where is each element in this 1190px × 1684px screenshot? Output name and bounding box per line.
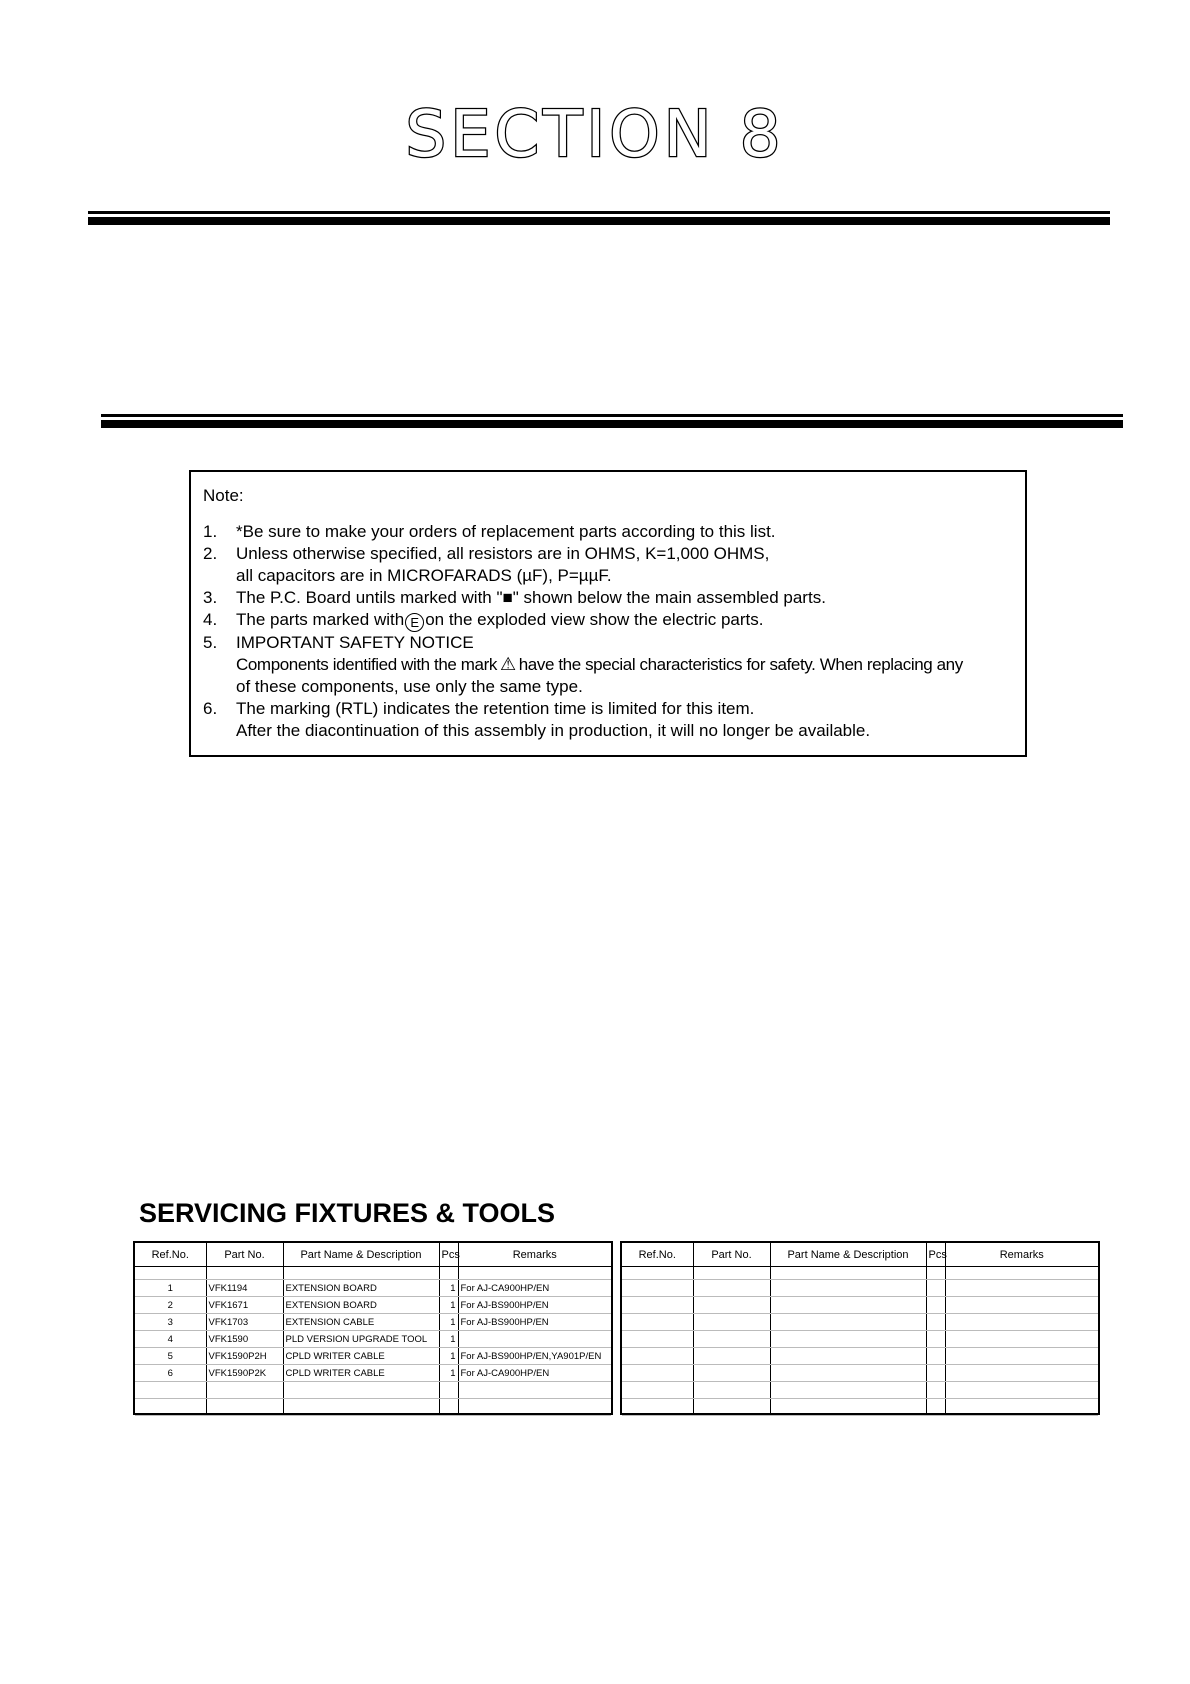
note-item — [203, 698, 1018, 742]
cell-remarks: For AJ-CA900HP/EN — [458, 1280, 611, 1297]
note-item — [203, 543, 1018, 587]
fixtures-table-left — [133, 1241, 613, 1415]
table-row — [135, 1365, 611, 1382]
cell-part: VFK1194 — [206, 1280, 283, 1297]
table-row — [622, 1267, 1098, 1280]
cell-name: PLD VERSION UPGRADE TOOL — [283, 1331, 439, 1348]
circled-e-icon: E — [405, 613, 424, 632]
note-text — [236, 654, 1018, 676]
cell-pcs: 1 — [439, 1348, 458, 1365]
fixtures-table-right — [620, 1241, 1100, 1415]
note-number: 5. — [203, 633, 218, 652]
note-text: The P.C. Board untils marked with "■" shown below the main assembled parts. — [236, 588, 826, 607]
cell-name: CPLD WRITER CABLE — [283, 1348, 439, 1365]
note-number: 3. — [203, 588, 218, 607]
cell-part: VFK1590P2H — [206, 1348, 283, 1365]
cell-part: VFK1590P2K — [206, 1365, 283, 1382]
column-header-remarks: Remarks — [945, 1243, 1098, 1267]
note-text-part: have the special characteristics for safety. When replacing any — [518, 655, 963, 674]
note-item — [203, 587, 1018, 609]
note-text: IMPORTANT SAFETY NOTICE — [236, 633, 474, 652]
cell-remarks: For AJ-BS900HP/EN — [458, 1297, 611, 1314]
cell-pcs: 1 — [439, 1314, 458, 1331]
table-row — [622, 1365, 1098, 1382]
note-text-part: on the exploded view show the electric parts. — [425, 610, 764, 629]
note-text: After the diacontinuation of this assembly in production, it will no longer be available. — [236, 721, 871, 740]
cell-pcs: 1 — [439, 1365, 458, 1382]
fixtures-title: SERVICING FIXTURES & TOOLS — [139, 1198, 556, 1228]
note-text — [236, 609, 1018, 632]
note-text: of these components, use only the same type. — [236, 677, 583, 696]
note-text: Unless otherwise specified, all resistors are in OHMS, K=1,000 OHMS, — [236, 544, 770, 563]
table-row — [135, 1348, 611, 1365]
cell-ref: 3 — [135, 1314, 206, 1331]
note-text: all capacitors are in MICROFARADS (µF), P=µµF. — [236, 566, 612, 585]
top-double-rule — [88, 211, 1110, 225]
column-header-pcs: Pcs — [439, 1243, 458, 1267]
cell-part: VFK1703 — [206, 1314, 283, 1331]
cell-ref: 5 — [135, 1348, 206, 1365]
table-row — [135, 1382, 611, 1399]
column-header-part: Part No. — [206, 1243, 283, 1267]
table-row — [135, 1280, 611, 1297]
middle-double-rule — [101, 414, 1123, 428]
table-row — [622, 1348, 1098, 1365]
column-header-remarks: Remarks — [458, 1243, 611, 1267]
cell-name: EXTENSION BOARD — [283, 1297, 439, 1314]
note-text-part: Components identified with the mark — [236, 655, 497, 674]
note-text-part: The parts marked with — [236, 610, 405, 629]
cell-remarks: For AJ-BS900HP/EN,YA901P/EN — [458, 1348, 611, 1365]
cell-name: EXTENSION CABLE — [283, 1314, 439, 1331]
column-header-pcs: Pcs — [926, 1243, 945, 1267]
column-header-name: Part Name & Description — [770, 1243, 926, 1267]
cell-ref: 4 — [135, 1331, 206, 1348]
cell-ref: 1 — [135, 1280, 206, 1297]
note-list — [203, 521, 1018, 742]
table-row — [622, 1399, 1098, 1416]
cell-remarks: For AJ-BS900HP/EN — [458, 1314, 611, 1331]
table-row — [135, 1314, 611, 1331]
table-row — [622, 1331, 1098, 1348]
table-row — [622, 1314, 1098, 1331]
note-number: 6. — [203, 699, 218, 718]
note-number: 1. — [203, 522, 218, 541]
cell-ref: 6 — [135, 1365, 206, 1382]
table-row — [622, 1280, 1098, 1297]
table-row — [622, 1297, 1098, 1314]
table-row — [135, 1331, 611, 1348]
cell-name: CPLD WRITER CABLE — [283, 1365, 439, 1382]
cell-pcs: 1 — [439, 1280, 458, 1297]
note-item — [203, 609, 1018, 632]
table-row — [135, 1399, 611, 1416]
note-number: 4. — [203, 610, 218, 629]
note-number: 2. — [203, 544, 218, 563]
warning-triangle-icon: ⚠ — [499, 654, 516, 674]
cell-pcs: 1 — [439, 1331, 458, 1348]
table-row — [622, 1382, 1098, 1399]
column-header-ref: Ref.No. — [135, 1243, 206, 1267]
section-title: SECTION 8 — [405, 98, 785, 172]
table-row — [135, 1297, 611, 1314]
column-header-name: Part Name & Description — [283, 1243, 439, 1267]
table-row — [135, 1267, 611, 1280]
cell-part: VFK1671 — [206, 1297, 283, 1314]
note-item — [203, 632, 1018, 698]
cell-part: VFK1590 — [206, 1331, 283, 1348]
note-item — [203, 521, 1018, 543]
note-text: *Be sure to make your orders of replacement parts according to this list. — [236, 522, 776, 541]
cell-ref: 2 — [135, 1297, 206, 1314]
note-box — [189, 470, 1027, 757]
cell-pcs: 1 — [439, 1297, 458, 1314]
note-text: The marking (RTL) indicates the retention time is limited for this item. — [236, 699, 755, 718]
cell-remarks — [458, 1331, 611, 1348]
cell-remarks: For AJ-CA900HP/EN — [458, 1365, 611, 1382]
cell-name: EXTENSION BOARD — [283, 1280, 439, 1297]
column-header-ref: Ref.No. — [622, 1243, 693, 1267]
column-header-part: Part No. — [693, 1243, 770, 1267]
note-heading: Note: — [203, 486, 244, 505]
